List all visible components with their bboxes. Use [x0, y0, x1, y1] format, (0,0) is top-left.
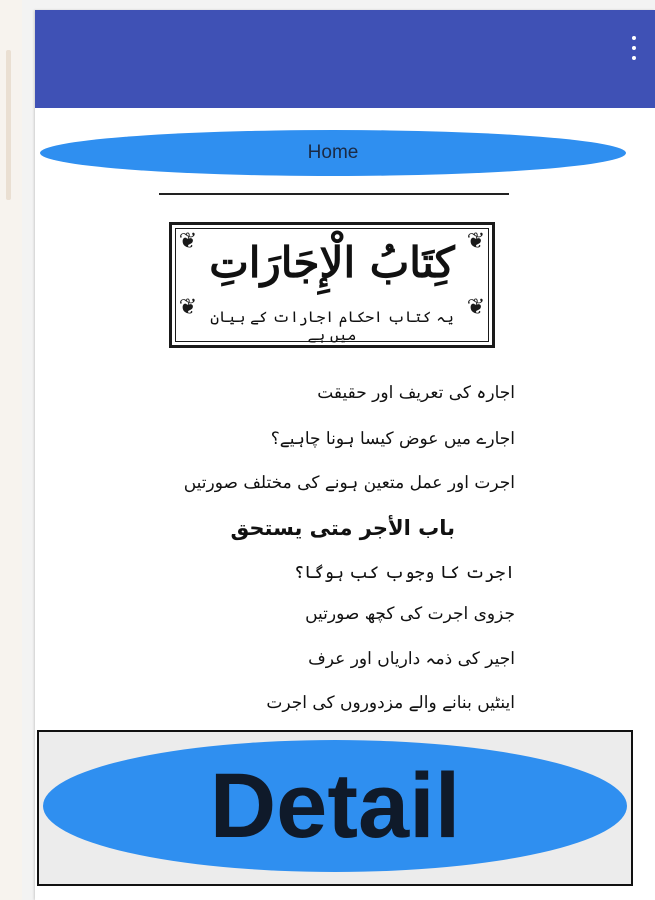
- detail-container: [37, 730, 633, 886]
- title-frame: [169, 222, 495, 348]
- app-screen: [35, 10, 655, 900]
- menu-dot: [632, 56, 636, 60]
- chapter-heading: باب الأجر متى يستحق: [230, 516, 455, 540]
- page-top-rule: [159, 193, 509, 195]
- home-button[interactable]: Home: [40, 130, 626, 176]
- menu-dot: [632, 36, 636, 40]
- ornament-icon: ❦: [466, 229, 486, 254]
- ornament-icon: ❦: [178, 295, 198, 320]
- topic-item: اجرت کا وجوب کب ہوگا؟: [294, 563, 515, 583]
- scanned-book-page: [155, 190, 515, 720]
- detail-button[interactable]: Detail: [43, 740, 627, 872]
- ornament-icon: ❦: [466, 295, 486, 320]
- ornament-icon: ❦: [178, 229, 198, 254]
- topic-item: اجرت اور عمل متعین ہونے کی مختلف صورتیں: [183, 473, 515, 493]
- background-window-edge: [0, 0, 22, 900]
- topic-item: جزوی اجرت کی کچھ صورتیں: [305, 604, 515, 624]
- book-title: كِتَابُ الْإِجَارَاتِ: [209, 238, 455, 287]
- app-bar: [35, 10, 655, 108]
- window-edge-shadow: [6, 50, 11, 200]
- more-vert-icon[interactable]: [627, 36, 641, 60]
- menu-dot: [632, 46, 636, 50]
- book-subtitle: یہ کتاب احکام اجارات کے بیان میں ہے: [210, 308, 454, 344]
- topic-item: اینٹیں بنانے والے مزدوروں کی اجرت: [266, 693, 515, 713]
- topic-item: اجارہ کی تعریف اور حقیقت: [317, 383, 515, 403]
- topic-item: اجارے میں عوض کیسا ہونا چاہیے؟: [270, 429, 515, 449]
- topic-item: اجیر کی ذمہ داریاں اور عرف: [308, 649, 515, 669]
